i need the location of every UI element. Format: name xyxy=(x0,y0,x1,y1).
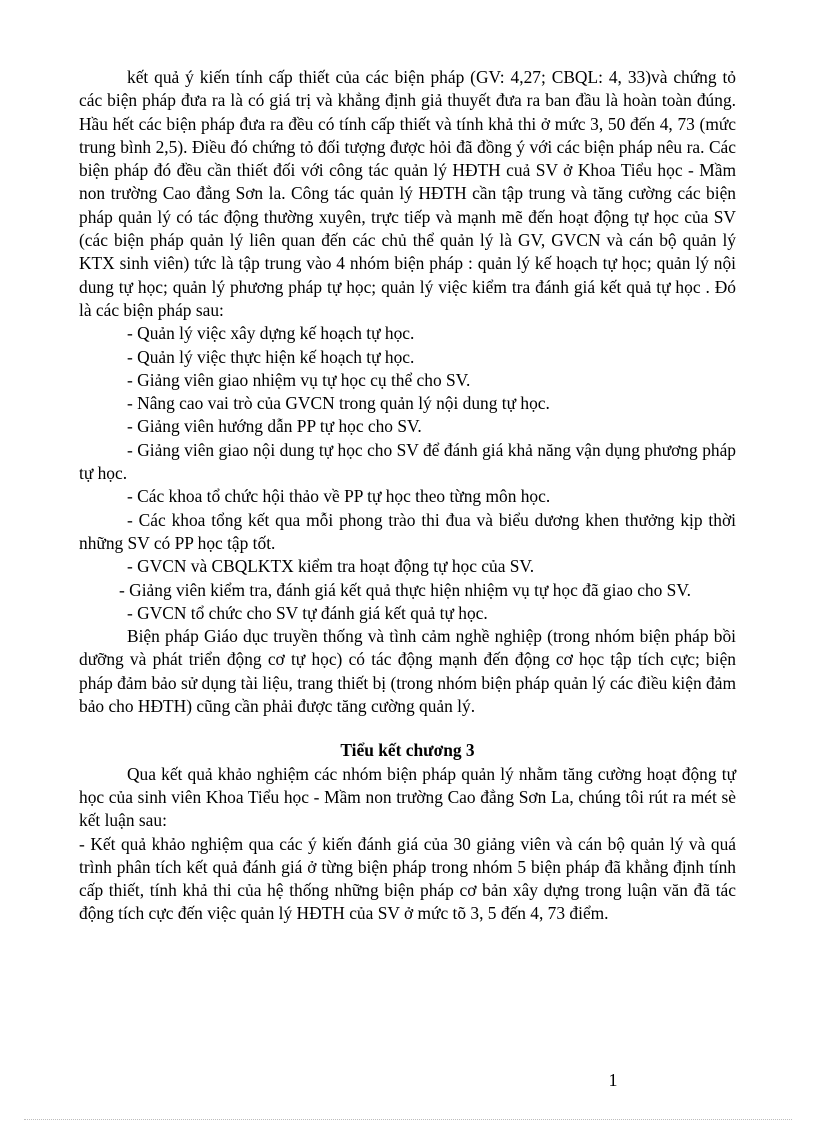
measure-item: - Giảng viên giao nhiệm vụ tự học cụ thể cho SV. xyxy=(127,369,471,390)
paragraph-conclusion-intro: kết quả ý kiến tính cấp thiết của các biện pháp (GV: 4,27; CBQL: 4, 33)và chứng tỏ các biện pháp đưa ra là có giá trị và khẳng định giả thuyết đưa ra ban đầu là hoàn toàn đúng. Hầu hết các biện pháp đưa ra đều có tính cấp thiết và tính khả thi ở mức 3, 50 đến 4, 73 (mức trung bình 2,5). Điều đó chứng tỏ đối tượng được hỏi đã đồng ý với các biện pháp nêu ra. Các biện pháp đó đều cần thiết đối với công tác quản lý HĐTH cuả SV ở Khoa Tiểu học - Mầm non trường Cao đẳng Sơn la. Công tác quản lý HĐTH cần tập trung và tăng cường các biện pháp quản lý có tác động thường xuyên, trực tiếp và mạnh mẽ đến hoạt động tự học của SV (các biện pháp quản lý liên quan đến các chủ thể quản lý là GV, GVCN và cán bộ quản lý KTX sinh viên) tức là tập trung vào 4 nhóm biện pháp : quản lý kế hoạch tự học; quản lý nội dung tự học; quản lý phương pháp tự học; quản lý việc kiểm tra đánh giá kết quả tự học . Đó là các biện pháp sau: xyxy=(79,67,736,320)
paragraph-summary-intro: Qua kết quả khảo nghiệm các nhóm biện pháp quản lý nhằm tăng cường hoạt động tự học của sinh viên Khoa Tiểu học - Mầm non trường Cao đẳng Sơn La, chúng tôi rút ra mét sè kết luận sau: xyxy=(79,763,736,831)
measure-item: - Nâng cao vai trò của GVCN trong quản lý nội dung tự học. xyxy=(127,393,550,414)
measure-item: - Các khoa tổ chức hội thảo về PP tự học theo từng môn học. xyxy=(127,486,551,507)
measure-item: - Giảng viên hướng dẫn PP tự học cho SV. xyxy=(127,416,422,437)
section-heading: Tiểu kết chương 3 xyxy=(340,740,475,761)
page-number: 1 xyxy=(608,1070,618,1090)
measure-item: - GVCN và CBQLKTX kiểm tra hoạt động tự học của SV. xyxy=(127,556,535,577)
measure-item: - Quản lý việc thực hiện kế hoạch tự học. xyxy=(127,346,415,367)
measure-item: - Các khoa tổng kết qua mỗi phong trào thi đua và biểu dương khen thưởng kịp thời những SV có PP học tập tốt. xyxy=(79,509,736,553)
page-bottom-divider xyxy=(24,1119,792,1120)
paragraph-supporting-measures: Biện pháp Giáo dục truyền thống và tình cảm nghề nghiệp (trong nhóm biện pháp bồi dưỡng và phát triển động cơ tự học) có tác động mạnh đến động cơ học tập tích cực; biện pháp đảm bảo sử dụng tài liệu, trang thiết bị (trong nhóm biện pháp quản lý các điều kiện đảm bảo cho HĐTH) cũng cần phải được tăng cường quản lý. xyxy=(79,626,736,717)
body-text xyxy=(79,66,736,926)
measure-item: - GVCN tổ chức cho SV tự đánh giá kết quả tự học. xyxy=(127,602,488,623)
paragraph-summary-point: - Kết quả khảo nghiệm qua các ý kiến đánh giá của 30 giảng viên và cán bộ quản lý và quá trình phân tích kết quả đánh giá ở từng biện pháp trong nhóm 5 biện pháp đã khẳng định tính cấp thiết, tính khả thi của hệ thống những biện pháp cơ bản xây dựng trong luận văn đã tác động tích cực đến việc quản lý HĐTH của SV ở mức tõ 3, 5 đến 4, 73 điểm. xyxy=(79,833,736,924)
measure-item: - Giảng viên giao nội dung tự học cho SV để đánh giá khả năng vận dụng phương pháp tự học. xyxy=(79,439,736,484)
measure-item: - Giảng viên kiểm tra, đánh giá kết quả thực hiện nhiệm vụ tự học đã giao cho SV. xyxy=(119,579,691,600)
measure-item: - Quản lý việc xây dựng kế hoạch tự học. xyxy=(127,323,415,344)
